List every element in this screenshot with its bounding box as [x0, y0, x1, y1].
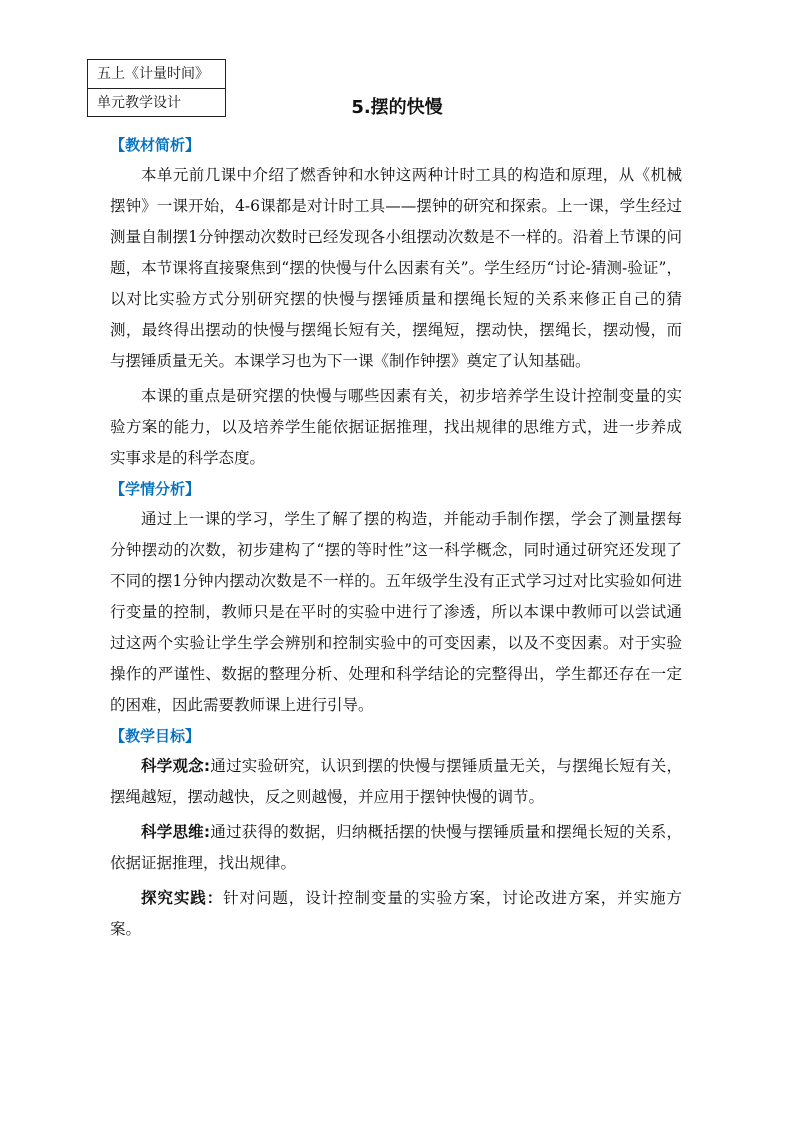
textbook-paragraph-2: 本课的重点是研究摆的快慢与哪些因素有关，初步培养学生设计控制变量的实验方案的能力，以及培养学生能依据证据推理，找出规律的思维方式，进一步养成实事求是的科学态度。 — [110, 387, 682, 467]
goal-separator: ： — [206, 889, 224, 907]
unit-name: 五上《计量时间》 — [97, 66, 209, 82]
goal-label: 科学观念 — [141, 757, 204, 775]
goal-item-science-thinking — [110, 817, 682, 879]
learners-paragraph: 通过上一课的学习，学生了解了摆的构造，并能动手制作摆，学会了测量摆每分钟摆动的次数，初步建构了“摆的等时性”这一科学概念，同时通过研究还发现了不同的摆1分钟内摆动次数是不一样的。五年级学生没有正式学习过对比实验如何进行变量的控制，教师只是在平时的实验中进行了渗透，所以本课中教师可以尝试通过这两个实验让学生学会辨别和控制实验中的可变因素，以及不变因素。对于实验操作的严谨性、数据的整理分析、处理和科学结论的完整得出，学生都还存在一定的困难，因此需要教师课上进行引导。 — [110, 510, 682, 714]
goal-text: 通过实验研究，认识到摆的快慢与摆锤质量无关，与摆绳长短有关，摆绳越短，摆动越快，反之则越慢，并应用于摆钟快慢的调节。 — [110, 757, 682, 806]
document-body — [110, 130, 682, 945]
goal-text: 通过获得的数据，归纳概括摆的快慢与摆锤质量和摆绳长短的关系，依据证据推理，找出规律。 — [110, 823, 682, 872]
goal-label: 探究实践 — [141, 889, 207, 907]
textbook-paragraph-1: 本单元前几课中介绍了燃香钟和水钟这两种计时工具的构造和原理，从《机械摆钟》一课开始，4-6课都是对计时工具——摆钟的研究和探索。上一课，学生经过测量自制摆1分钟摆动次数时已经发现各小组摆动次数是不一样的。沿着上节课的问题，本节课将直接聚焦到“摆的快慢与什么因素有关”。学生经历“讨论-猜测-验证”，以对比实验方式分别研究摆的快慢与摆锤质量和摆绳长短的关系来修正自己的猜测，最终得出摆动的快慢与摆绳长短有关，摆绳短，摆动快，摆绳长，摆动慢，而与摆锤质量无关。本课学习也为下一课《制作钟摆》奠定了认知基础。 — [110, 166, 682, 370]
goal-separator: : — [203, 757, 211, 775]
goal-item-inquiry-practice — [110, 883, 682, 945]
goal-label: 科学思维 — [141, 823, 204, 841]
goal-text: 针对问题，设计控制变量的实验方案，讨论改进方案，并实施方案。 — [110, 889, 682, 938]
section-heading-textbook: 【教材简析】 — [110, 136, 201, 154]
goal-item-science-concept — [110, 751, 682, 813]
page-title: 5.摆的快慢 — [351, 97, 443, 118]
unit-subtitle: 单元教学设计 — [88, 88, 225, 117]
section-heading-learners: 【学情分析】 — [110, 480, 201, 498]
goal-separator: : — [203, 823, 211, 841]
section-heading-goals: 【教学目标】 — [110, 727, 201, 745]
